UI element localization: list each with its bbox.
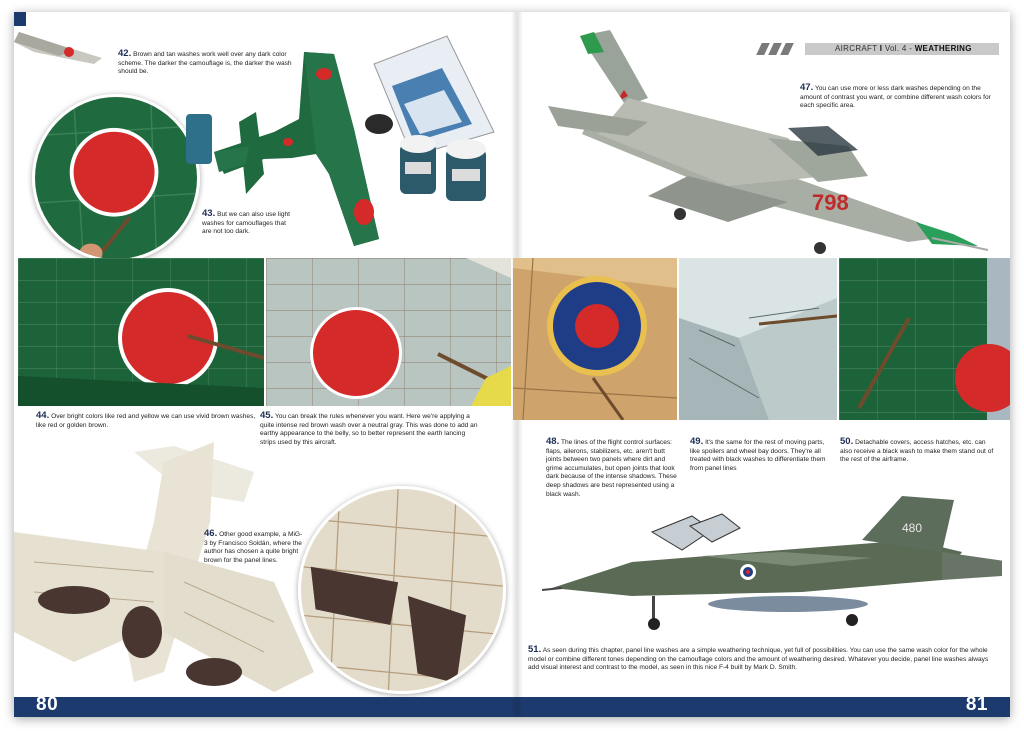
photo-49-control-surfaces	[679, 258, 837, 420]
hinomaru-closeup-photo	[32, 94, 200, 262]
caption-number: 42.	[118, 48, 132, 59]
wash-jar-edge	[186, 114, 212, 164]
caption-49	[690, 438, 828, 473]
caption-47	[800, 84, 998, 111]
caption-number: 51.	[528, 644, 542, 655]
caption-50	[840, 438, 998, 465]
caption-number: 44.	[36, 410, 50, 421]
f4-tail-number: 480	[902, 521, 923, 535]
page-number-right: 81	[965, 694, 988, 715]
f4-model-photo	[542, 492, 1002, 632]
photo-48-raf-roundel	[513, 258, 677, 420]
magazine-spread	[14, 12, 1010, 717]
caption-number: 46.	[204, 528, 218, 539]
caption-number: 48.	[546, 436, 560, 447]
header-topic: WEATHERING	[914, 44, 972, 53]
mig21-model-photo	[528, 26, 988, 266]
caption-text: But we can also use light washes for camouflages that are not too dark.	[202, 211, 291, 236]
caption-text: Brown and tan washes work well over any dark color scheme. The darker the camouflage is, the darker the wash should be.	[118, 51, 292, 76]
caption-number: 43.	[202, 208, 216, 219]
photo-44-red-wing	[18, 258, 264, 406]
caption-text: You can use more or less dark washes depending on the amount of contrast you want, or combine different wash colors for each specific area.	[800, 85, 991, 110]
caption-text: The lines of the flight control surfaces: flaps, ailerons, stabilizers, etc. aren't butt joints between two panels where dirt and grime accumulates, but open joints that look dark because of the intense shadows. These deep shadows are best represented using a black wash.	[546, 439, 677, 498]
header-section: AIRCRAFT	[835, 44, 878, 53]
caption-46	[204, 530, 304, 565]
caption-text: You can break the rules whenever you want. Here we're applying a quite intense red brown wash over a neutral gray. This was done to add an earthy appearance to the belly, so to better represent the earth lancing strips used by this aircraft.	[260, 413, 478, 446]
caption-text: Other good example, a MiG-3 by Francisco Soldán, where the author has chosen a quite bright brown for the panel lines.	[204, 531, 303, 564]
mig3-closeup-photo	[298, 486, 506, 694]
caption-number: 50.	[840, 436, 854, 447]
caption-text: Over bright colors like red and yellow we can use vivid brown washes, like red or golden brown.	[36, 413, 256, 429]
caption-text: Detachable covers, access hatches, etc. can also receive a black wash to make them stand out of the rest of the airframe.	[840, 439, 994, 464]
mig21-side-number: 798	[812, 190, 849, 215]
caption-51	[528, 646, 1000, 673]
photo-50-access-hatches	[839, 258, 1010, 420]
caption-48	[546, 438, 678, 499]
caption-number: 47.	[800, 82, 814, 93]
caption-number: 49.	[690, 436, 704, 447]
zero-wingtip-photo	[14, 12, 104, 67]
header-separator: I	[879, 44, 883, 53]
wash-bottles-photo	[372, 34, 512, 209]
header-volume: Vol. 4 -	[884, 44, 913, 53]
caption-number: 45.	[260, 410, 274, 421]
caption-text: As seen during this chapter, panel line washes are a simple weathering technique, yet full of possibilities. You can use the same wash color for the whole model or combine different tones depending on the camouflage colors and the amount of weathering desired. Whatever you decide, panel line washes always add visual interest and contrast to the model, as seen in this nice F-4 built by Mark D. Smith.	[528, 647, 989, 672]
caption-44	[36, 412, 264, 430]
photo-45-gray-belly	[266, 258, 511, 406]
page-number-left: 80	[36, 694, 59, 715]
caption-43	[202, 210, 294, 237]
caption-text: It's the same for the rest of moving parts, like spoilers and wheel bay doors. They're all treated with black washes to differentiate them from panel lines	[690, 439, 826, 472]
